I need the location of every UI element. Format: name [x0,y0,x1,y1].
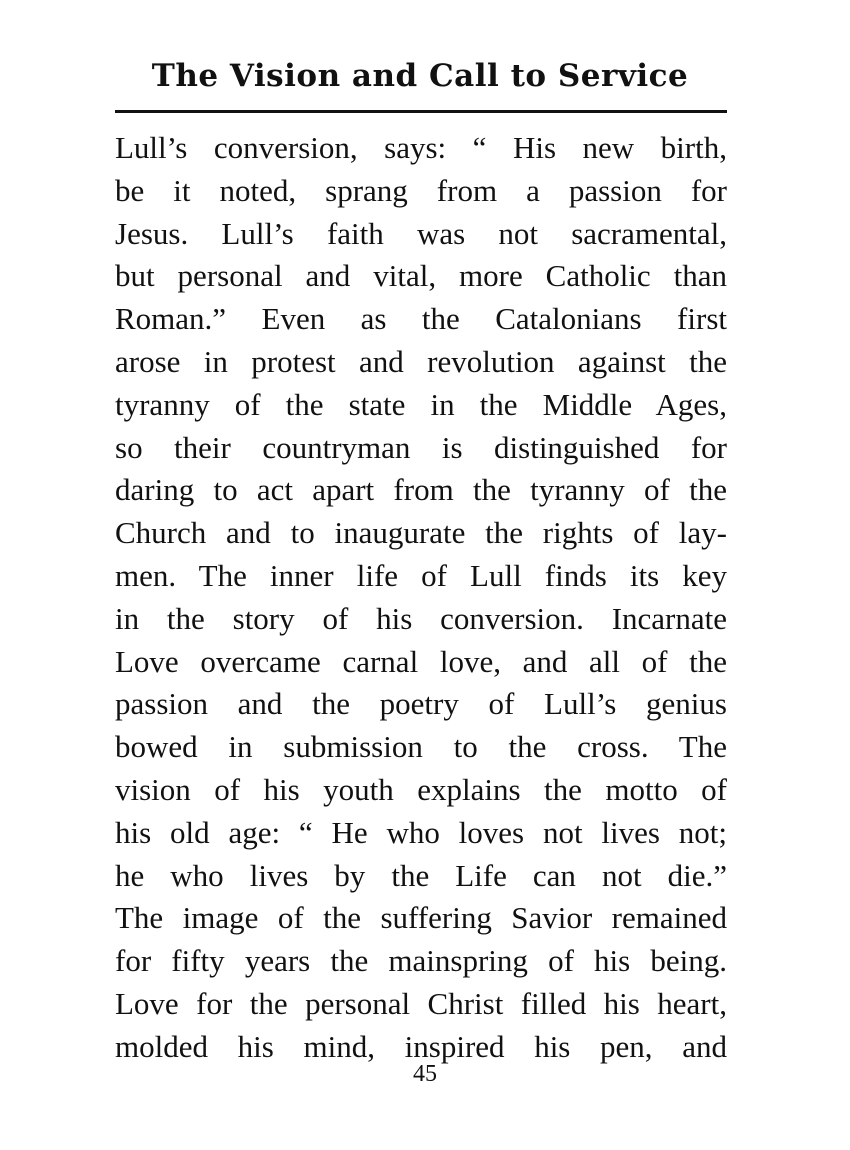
text-line: Jesus. Lull’s faith was not sacramental, [115,215,727,251]
text-line: be it noted, sprang from a passion for [115,172,727,208]
text-line: his old age: “ He who loves not lives not; [115,814,727,850]
page-number: 45 [413,1061,437,1087]
text-line: vision of his youth explains the motto of [115,771,727,807]
text-line: Lull’s conversion, says: “ His new birth, [115,130,727,165]
text-line: Love overcame carnal love, and all of the [115,643,727,679]
text-line: tyranny of the state in the Middle Ages, [115,386,727,422]
body-text [115,127,727,1069]
text-line: bowed in submission to the cross. The [115,729,727,765]
text-line: The image of the suffering Savior remained [115,900,727,936]
text-line: but personal and vital, more Catholic than [115,258,727,294]
text-line: molded his mind, inspired his pen, and [115,1028,727,1064]
text-line: Church and to inaugurate the rights of lay- [115,515,727,551]
text-line: Love for the personal Christ filled his heart, [115,985,727,1021]
text-line: daring to act apart from the tyranny of the [115,472,727,508]
text-line: he who lives by the Life can not die.” [115,857,727,893]
header-rule [115,110,727,113]
text-line: so their countryman is distinguished for [115,429,727,465]
text-line: Roman.” Even as the Catalonians first [115,301,727,337]
text-line: arose in protest and revolution against the [115,343,727,379]
text-line: in the story of his conversion. Incarnate [115,600,727,636]
running-head: The Vision and Call to Service [151,58,689,94]
text-line: for fifty years the mainspring of his being. [115,943,727,979]
text-line: passion and the poetry of Lull’s genius [115,686,727,722]
text-line: men. The inner life of Lull finds its key [115,557,727,593]
